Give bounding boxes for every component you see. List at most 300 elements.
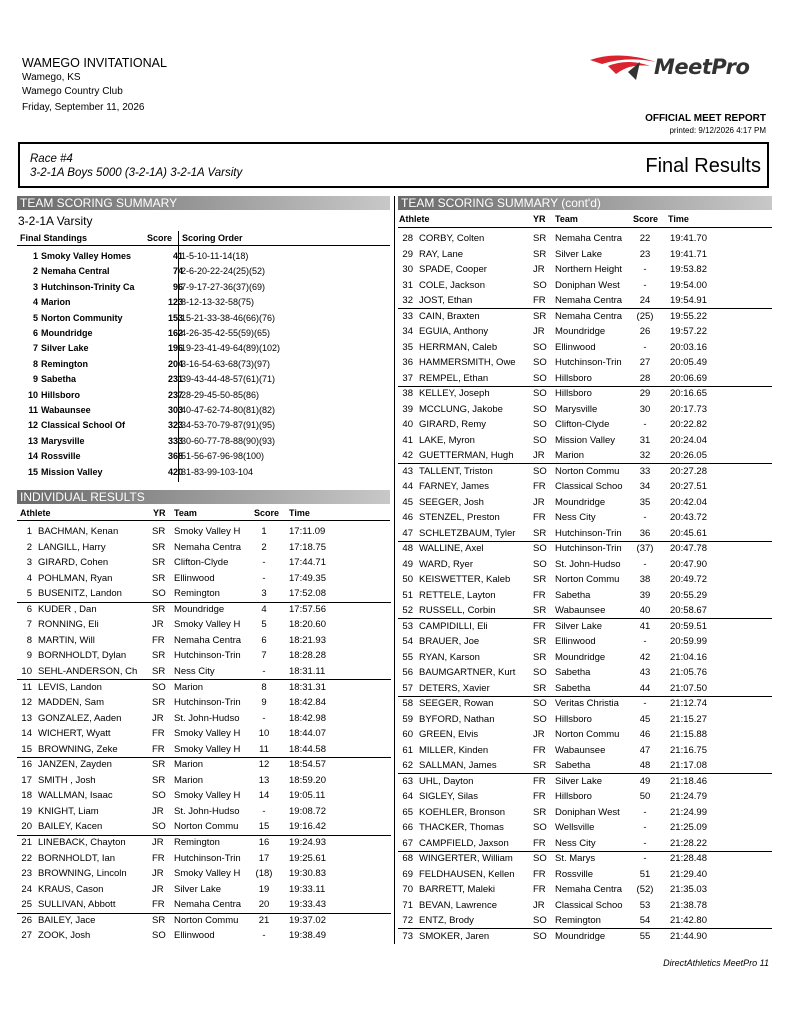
result-place: 8 xyxy=(26,634,32,646)
team-place: 15 xyxy=(27,466,38,477)
result-place: 21 xyxy=(21,837,32,848)
athlete-name: MCCLUNG, Jakobe xyxy=(419,403,503,415)
result-row xyxy=(398,774,772,790)
athlete-year: SR xyxy=(152,557,166,569)
athlete-name: JANZEN, Zayden xyxy=(38,759,112,771)
athlete-team: Hutchinson-Trin xyxy=(174,650,241,662)
athlete-year: FR xyxy=(533,744,546,756)
athlete-score: 50 xyxy=(639,791,651,802)
athlete-time: 20:03.16 xyxy=(670,341,707,353)
athlete-team: Clifton-Clyde xyxy=(555,419,610,430)
athlete-score: 47 xyxy=(639,744,651,756)
athlete-year: SO xyxy=(533,434,547,446)
athlete-year: SR xyxy=(533,682,547,694)
result-row xyxy=(17,819,391,835)
athlete-name: JOST, Ethan xyxy=(419,295,473,306)
swoosh-icon xyxy=(588,52,658,84)
result-row xyxy=(17,913,391,929)
athlete-year: SO xyxy=(152,821,166,833)
athlete-name: WICHERT, Wyatt xyxy=(38,728,111,740)
meet-date: Friday, September 11, 2026 xyxy=(22,102,145,113)
result-place: 27 xyxy=(21,930,32,942)
result-place: 60 xyxy=(402,729,413,740)
result-place: 69 xyxy=(402,868,413,880)
athlete-name: THACKER, Thomas xyxy=(419,822,504,833)
athlete-team: Hutchinson-Trin xyxy=(174,852,241,864)
result-row xyxy=(17,897,391,913)
athlete-team: Rossville xyxy=(555,868,594,880)
athlete-year: JR xyxy=(533,496,545,508)
athlete-name: BAUMGARTNER, Kurt xyxy=(419,667,516,678)
meet-venue: Wamego Country Club xyxy=(22,86,123,97)
team-score: 323 xyxy=(167,420,183,431)
athlete-name: EGUIA, Anthony xyxy=(419,326,489,337)
athlete-team: Marysville xyxy=(555,403,598,415)
team-standing-row xyxy=(17,249,390,265)
athlete-name: HAMMERSMITH, Owe xyxy=(419,357,516,368)
athlete-year: FR xyxy=(533,512,546,523)
athlete-team: Moundridge xyxy=(555,930,606,942)
result-row xyxy=(398,836,772,852)
team-score: 237 xyxy=(167,389,183,400)
team-name: Moundridge xyxy=(41,328,93,338)
athlete-year: FR xyxy=(152,743,165,755)
result-row xyxy=(398,495,772,511)
athlete-year: SR xyxy=(533,636,547,647)
result-row xyxy=(398,882,772,898)
team-scoring-order: 8-12-13-32-58(75) xyxy=(181,297,255,308)
athlete-name: ZOOK, Josh xyxy=(38,930,91,942)
athlete-time: 19:16.42 xyxy=(289,821,326,833)
athlete-year: SO xyxy=(152,930,166,942)
result-row xyxy=(398,417,772,433)
athlete-name: FELDHAUSEN, Kellen xyxy=(419,868,515,880)
team-score: 303 xyxy=(167,405,183,415)
athlete-time: 21:15.88 xyxy=(670,729,707,740)
athlete-score: 43 xyxy=(639,667,651,678)
result-place: 37 xyxy=(402,372,413,384)
result-row xyxy=(398,464,772,480)
athlete-year: FR xyxy=(533,620,546,632)
athlete-team: Silver Lake xyxy=(555,620,602,632)
result-place: 70 xyxy=(402,884,413,895)
athlete-name: KOEHLER, Bronson xyxy=(419,806,506,818)
team-name: Sabetha xyxy=(41,374,77,385)
result-place: 2 xyxy=(26,541,32,553)
athlete-name: SPADE, Cooper xyxy=(419,264,487,275)
athlete-team: Hillsboro xyxy=(555,713,592,725)
athlete-team: Norton Commu xyxy=(555,465,620,477)
athlete-time: 20:47.90 xyxy=(670,558,707,570)
result-place: 11 xyxy=(22,681,32,693)
athlete-score: 39 xyxy=(639,589,651,601)
team-place: 11 xyxy=(28,405,38,415)
athlete-name: REMPEL, Ethan xyxy=(419,372,489,384)
team-score: 204 xyxy=(167,358,183,369)
athlete-year: FR xyxy=(152,634,165,646)
athlete-time: 21:04.16 xyxy=(670,651,707,663)
athlete-score: (18) xyxy=(255,868,273,880)
result-row xyxy=(398,293,772,309)
athlete-team: Classical Schoo xyxy=(555,481,623,492)
athlete-team: Silver Lake xyxy=(555,775,602,787)
athlete-time: 21:25.09 xyxy=(670,822,707,833)
team-scoring-order: 30-60-77-78-88(90)(93) xyxy=(181,435,276,446)
team-standing-row xyxy=(17,434,390,450)
result-row xyxy=(17,773,391,789)
athlete-name: BARRETT, Maleki xyxy=(419,884,496,895)
athlete-score: - xyxy=(643,853,647,864)
athlete-score: 2 xyxy=(261,541,267,553)
result-row xyxy=(398,247,772,263)
athlete-team: St. John-Hudso xyxy=(555,558,621,570)
result-row xyxy=(17,928,391,944)
team-score: 162 xyxy=(167,328,183,338)
athlete-score: 30 xyxy=(639,403,651,415)
athlete-year: SO xyxy=(533,403,547,415)
athlete-name: RONNING, Eli xyxy=(38,619,99,631)
team-standing-row xyxy=(17,326,390,342)
athlete-team: Smoky Valley H xyxy=(174,728,241,740)
athlete-score: 26 xyxy=(639,326,651,337)
athlete-score: - xyxy=(262,572,266,584)
team-place: 3 xyxy=(32,281,38,292)
athlete-year: SR xyxy=(533,651,547,663)
result-place: 42 xyxy=(402,450,413,461)
athlete-name: BUSENITZ, Landon xyxy=(38,588,122,600)
athlete-name: GIRARD, Remy xyxy=(419,419,487,430)
athlete-team: Smoky Valley H xyxy=(174,526,241,537)
division-title: 3-2-1A Varsity xyxy=(18,214,93,228)
athlete-time: 21:28.22 xyxy=(670,837,707,849)
result-place: 3 xyxy=(26,557,32,569)
athlete-year: FR xyxy=(533,481,546,492)
athlete-name: STENZEL, Preston xyxy=(419,512,500,523)
result-row xyxy=(17,711,391,727)
athlete-time: 18:42.84 xyxy=(289,697,326,709)
athlete-time: 18:42.98 xyxy=(289,712,326,724)
result-place: 49 xyxy=(402,558,413,570)
team-name: Mission Valley xyxy=(41,466,103,477)
team-place: 5 xyxy=(32,312,38,323)
result-place: 35 xyxy=(402,341,413,353)
result-place: 58 xyxy=(402,698,413,709)
athlete-year: SR xyxy=(533,806,547,818)
athlete-name: SULLIVAN, Abbott xyxy=(38,899,116,911)
athlete-year: SO xyxy=(152,790,166,802)
athlete-team: Silver Lake xyxy=(555,248,602,260)
result-place: 39 xyxy=(402,403,413,415)
athlete-score: 12 xyxy=(258,759,270,771)
result-row xyxy=(398,603,772,619)
result-place: 16 xyxy=(21,759,32,771)
athlete-year: FR xyxy=(152,852,165,864)
result-place: 59 xyxy=(402,713,413,725)
athlete-name: SMITH , Josh xyxy=(38,774,96,786)
athlete-team: Classical Schoo xyxy=(555,899,623,911)
athlete-year: JR xyxy=(533,729,545,740)
athlete-team: Norton Commu xyxy=(174,914,239,926)
athlete-year: SR xyxy=(533,233,547,244)
athlete-time: 21:07.50 xyxy=(670,682,707,694)
result-place: 5 xyxy=(26,588,32,600)
athlete-time: 17:49.35 xyxy=(289,572,326,584)
athlete-year: FR xyxy=(533,775,546,787)
team-scoring-order: 7-9-17-27-36(37)(69) xyxy=(181,281,266,292)
athlete-score: 46 xyxy=(639,729,651,740)
athlete-name: GONZALEZ, Aaden xyxy=(38,712,122,724)
athlete-name: POHLMAN, Ryan xyxy=(38,572,113,584)
result-place: 6 xyxy=(26,603,32,615)
athlete-year: SR xyxy=(152,697,166,709)
athlete-time: 20:49.72 xyxy=(670,574,707,585)
team-score: 196 xyxy=(167,343,183,354)
score-header-ind: Score xyxy=(254,508,280,518)
result-row xyxy=(398,588,772,604)
team-scoring-order: 28-29-45-50-85(86) xyxy=(181,389,260,400)
result-place: 10 xyxy=(21,665,32,677)
athlete-name: SALLMAN, James xyxy=(419,760,497,771)
athlete-time: 21:12.74 xyxy=(670,698,707,709)
athlete-name: LINEBACK, Chayton xyxy=(38,837,126,848)
result-place: 63 xyxy=(402,775,413,787)
meet-city: Wamego, KS xyxy=(22,72,81,83)
athlete-team: Smoky Valley H xyxy=(174,868,241,880)
result-row xyxy=(17,882,391,898)
result-place: 65 xyxy=(402,806,413,818)
athlete-score: - xyxy=(643,341,647,353)
athlete-year: JR xyxy=(533,450,545,461)
athlete-name: RAY, Lane xyxy=(419,248,464,260)
athlete-time: 19:25.61 xyxy=(289,852,326,864)
athlete-score: 51 xyxy=(639,868,651,880)
result-row xyxy=(398,541,772,557)
athlete-year: JR xyxy=(152,805,164,817)
athlete-score: 36 xyxy=(639,527,651,539)
result-row xyxy=(17,617,391,633)
athlete-time: 19:33.43 xyxy=(289,899,326,911)
athlete-time: 21:05.76 xyxy=(670,667,707,678)
result-row xyxy=(398,805,772,821)
result-place: 48 xyxy=(402,543,413,554)
result-row xyxy=(17,648,391,664)
athlete-year: SR xyxy=(533,248,547,260)
team-place: 9 xyxy=(32,374,38,385)
footer-credit: DirectAthletics MeetPro 11 xyxy=(663,958,769,968)
result-row xyxy=(17,664,391,680)
athlete-name: HERRMAN, Caleb xyxy=(419,341,498,353)
athlete-year: SO xyxy=(533,667,547,678)
athlete-score: 23 xyxy=(639,248,651,260)
result-place: 66 xyxy=(402,822,413,833)
result-place: 19 xyxy=(21,805,32,817)
athlete-name: TALLENT, Triston xyxy=(419,465,493,477)
athlete-time: 18:31.11 xyxy=(289,665,326,677)
result-row xyxy=(398,820,772,836)
team-name: Norton Community xyxy=(41,312,123,323)
result-row xyxy=(398,913,772,929)
athlete-score: - xyxy=(643,698,647,709)
result-place: 25 xyxy=(21,899,32,911)
athlete-time: 18:59.20 xyxy=(289,774,326,786)
athlete-score: 53 xyxy=(639,899,651,911)
athlete-team: Hutchinson-Trin xyxy=(555,543,622,554)
result-place: 13 xyxy=(21,712,32,724)
athlete-score: - xyxy=(643,512,647,523)
score-header-cont: Score xyxy=(633,214,659,224)
athlete-time: 20:42.04 xyxy=(670,496,707,508)
result-row xyxy=(17,540,391,556)
athlete-time: 21:28.48 xyxy=(670,853,707,864)
athlete-team: Moundridge xyxy=(555,496,606,508)
athlete-name: LEVIS, Landon xyxy=(38,681,102,693)
athlete-year: SO xyxy=(533,465,547,477)
athlete-year: SO xyxy=(533,279,547,291)
athlete-time: 19:37.02 xyxy=(289,914,326,926)
standings-header: Final Standings xyxy=(20,233,88,243)
athlete-year: SR xyxy=(533,310,547,322)
athlete-team: Doniphan West xyxy=(555,806,620,818)
athlete-time: 19:41.70 xyxy=(670,233,707,244)
athlete-name: WINGERTER, William xyxy=(419,853,513,864)
athlete-name: CAMPIDILLI, Eli xyxy=(419,620,488,632)
team-standing-row xyxy=(17,311,390,327)
athlete-time: 17:11.09 xyxy=(289,526,326,537)
result-place: 28 xyxy=(402,233,413,244)
result-place: 33 xyxy=(402,310,413,322)
athlete-team: Nemaha Centra xyxy=(555,884,623,895)
athlete-score: 38 xyxy=(639,574,651,585)
athlete-team: Ness City xyxy=(555,512,596,523)
athlete-year: SR xyxy=(533,760,547,771)
athlete-year: FR xyxy=(533,791,546,802)
athlete-score: - xyxy=(262,712,266,724)
team-scoring-cont-section-bar: TEAM SCORING SUMMARY (cont'd) xyxy=(398,196,772,210)
result-row xyxy=(398,448,772,464)
athlete-team: Sabetha xyxy=(555,760,591,771)
athlete-year: JR xyxy=(152,712,164,724)
athlete-score: 19 xyxy=(258,883,270,895)
team-scoring-order: 1-5-10-11-14(18) xyxy=(181,251,249,261)
team-score: 231 xyxy=(167,374,183,385)
athlete-time: 21:38.78 xyxy=(670,899,707,911)
athlete-team: St. John-Hudso xyxy=(174,712,240,724)
team-header: Team xyxy=(174,508,197,518)
result-row xyxy=(398,681,772,697)
athlete-year: JR xyxy=(152,883,164,895)
athlete-team: Nemaha Centra xyxy=(555,295,623,306)
team-place: 6 xyxy=(32,328,38,338)
team-name: Rossville xyxy=(41,451,81,462)
result-row xyxy=(398,340,772,356)
athlete-team: Hutchinson-Trin xyxy=(555,527,622,539)
athlete-team: Hillsboro xyxy=(555,372,592,384)
athlete-score: 24 xyxy=(639,295,651,306)
athlete-year: SR xyxy=(152,759,166,771)
athlete-team: Nemaha Centra xyxy=(174,899,242,911)
athlete-team: Wabaunsee xyxy=(555,605,606,616)
athlete-time: 21:18.46 xyxy=(670,775,707,787)
athlete-year: SO xyxy=(533,341,547,353)
result-place: 71 xyxy=(402,899,413,911)
athlete-score: - xyxy=(643,279,647,291)
athlete-name: SMOKER, Jaren xyxy=(419,930,490,942)
athlete-year: SO xyxy=(533,853,547,864)
result-place: 34 xyxy=(402,326,413,337)
athlete-score: 1 xyxy=(261,526,267,537)
result-row xyxy=(398,665,772,681)
race-number: Race #4 xyxy=(30,153,73,165)
result-row xyxy=(398,324,772,340)
athlete-time: 20:05.49 xyxy=(670,357,707,368)
athlete-name: LAKE, Myron xyxy=(419,434,475,446)
result-place: 30 xyxy=(402,264,413,275)
athlete-time: 20:59.51 xyxy=(670,620,707,632)
athlete-time: 19:41.71 xyxy=(670,248,707,260)
athlete-score: 34 xyxy=(639,481,651,492)
athlete-year: SO xyxy=(533,372,547,384)
athlete-score: 42 xyxy=(639,651,651,663)
athlete-time: 21:15.27 xyxy=(670,713,707,725)
result-row xyxy=(398,309,772,325)
result-row xyxy=(17,571,391,587)
athlete-year: FR xyxy=(533,868,546,880)
athlete-team: Veritas Christia xyxy=(555,698,619,709)
result-row xyxy=(398,510,772,526)
athlete-score: 20 xyxy=(258,899,270,911)
team-place: 14 xyxy=(27,451,38,462)
athlete-time: 20:26.05 xyxy=(670,450,707,461)
athlete-name: RYAN, Karson xyxy=(419,651,480,663)
athlete-name: KUDER , Dan xyxy=(38,603,97,615)
athlete-year: SR xyxy=(152,774,166,786)
athlete-name: CAIN, Braxten xyxy=(419,310,480,322)
report-title: OFFICIAL MEET REPORT xyxy=(645,113,766,124)
athlete-year: SO xyxy=(533,388,547,399)
athlete-team: Remington xyxy=(555,915,601,926)
athlete-score: 41 xyxy=(639,620,651,632)
athlete-name: BROWNING, Lincoln xyxy=(38,868,127,880)
athlete-name: KELLEY, Joseph xyxy=(419,388,490,399)
athlete-time: 21:44.90 xyxy=(670,930,707,942)
result-row xyxy=(17,866,391,882)
athlete-name: KEISWETTER, Kaleb xyxy=(419,574,511,585)
result-row xyxy=(398,402,772,418)
athlete-time: 20:27.28 xyxy=(670,465,707,477)
athlete-year: SO xyxy=(152,588,166,600)
athlete-team: Norton Commu xyxy=(174,821,239,833)
team-scoring-section-bar: TEAM SCORING SUMMARY xyxy=(17,196,390,210)
result-row xyxy=(398,619,772,635)
team-score: 123 xyxy=(167,297,183,308)
result-row xyxy=(398,727,772,743)
result-row xyxy=(17,524,391,540)
athlete-time: 21:29.40 xyxy=(670,868,707,880)
team-scoring-order: 19-23-41-49-64(89)(102) xyxy=(181,343,281,354)
team-scoring-order: 2-6-20-22-24(25)(52) xyxy=(181,266,266,277)
individual-results-section-bar: INDIVIDUAL RESULTS xyxy=(17,490,390,504)
athlete-score: 45 xyxy=(639,713,651,725)
result-row xyxy=(398,650,772,666)
team-standing-row xyxy=(17,449,390,465)
athlete-score: - xyxy=(643,822,647,833)
result-place: 38 xyxy=(402,388,413,399)
athlete-time: 20:55.29 xyxy=(670,589,707,601)
athlete-name: GIRARD, Cohen xyxy=(38,557,109,569)
race-header-box xyxy=(18,142,769,188)
athlete-team: Hillsboro xyxy=(555,791,592,802)
result-place: 31 xyxy=(402,279,413,291)
